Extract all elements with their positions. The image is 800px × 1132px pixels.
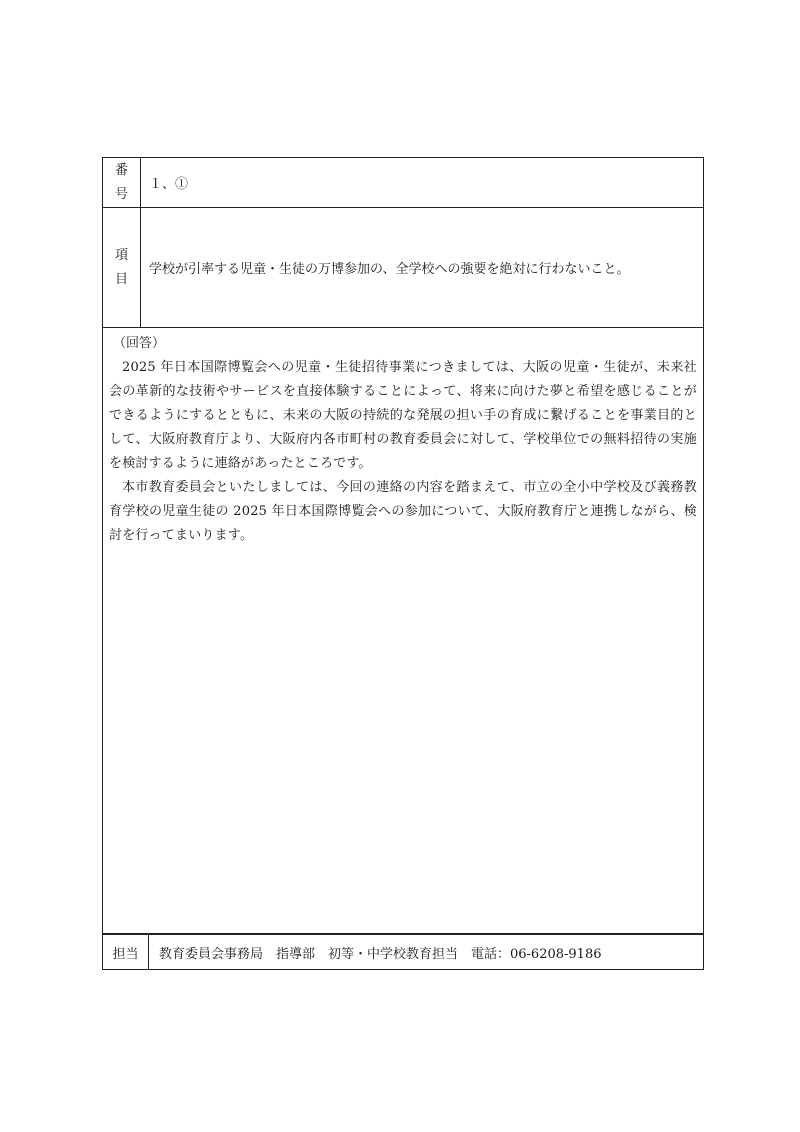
answer-row bbox=[103, 328, 703, 934]
number-value: １、① bbox=[149, 177, 189, 192]
answer-heading: （回答） bbox=[113, 336, 166, 351]
number-label bbox=[103, 158, 141, 207]
item-label-char-2: 目 bbox=[114, 271, 128, 287]
answer-content bbox=[109, 332, 697, 548]
number-row bbox=[103, 158, 703, 208]
number-label-char-1: 番 bbox=[114, 162, 128, 178]
answer-paragraph-1: 2025 年日本国際博覧会への児童・生徒招待事業につきましては、大阪の児童・生徒が、未来社会の革新的な技術やサービスを直接体験することによって、将来に向けた夢と希望を感じることができるようにするとともに、未来の大阪の持続的な発展の担い手の育成に繋げることを事業目的として、大阪府教育庁より、大阪府内各市町村の教育委員会に対して、学校単位での無料招待の実施を検討するように連絡があったところです。 bbox=[109, 360, 697, 471]
contact-row bbox=[103, 934, 703, 970]
answer-paragraph-2: 本市教育委員会といたしましては、今回の連絡の内容を踏まえて、市立の全小中学校及び義務教育学校の児童生徒の 2025 年日本国際博覧会への参加について、大阪府教育庁と連携しながら、検討を行ってまいります。 bbox=[109, 480, 697, 543]
item-value: 学校が引率する児童・生徒の万博参加の、全学校への強要を絶対に行わないこと。 bbox=[149, 262, 630, 277]
contact-value: 教育委員会事務局 指導部 初等・中学校教育担当 電話：06-6208-9186 bbox=[159, 947, 602, 962]
contact-label: 担当 bbox=[103, 935, 149, 970]
item-label-char-1: 項 bbox=[114, 247, 128, 263]
number-label-char-2: 号 bbox=[114, 186, 128, 202]
response-form bbox=[102, 157, 704, 970]
item-row bbox=[103, 208, 703, 328]
item-label bbox=[103, 208, 141, 327]
